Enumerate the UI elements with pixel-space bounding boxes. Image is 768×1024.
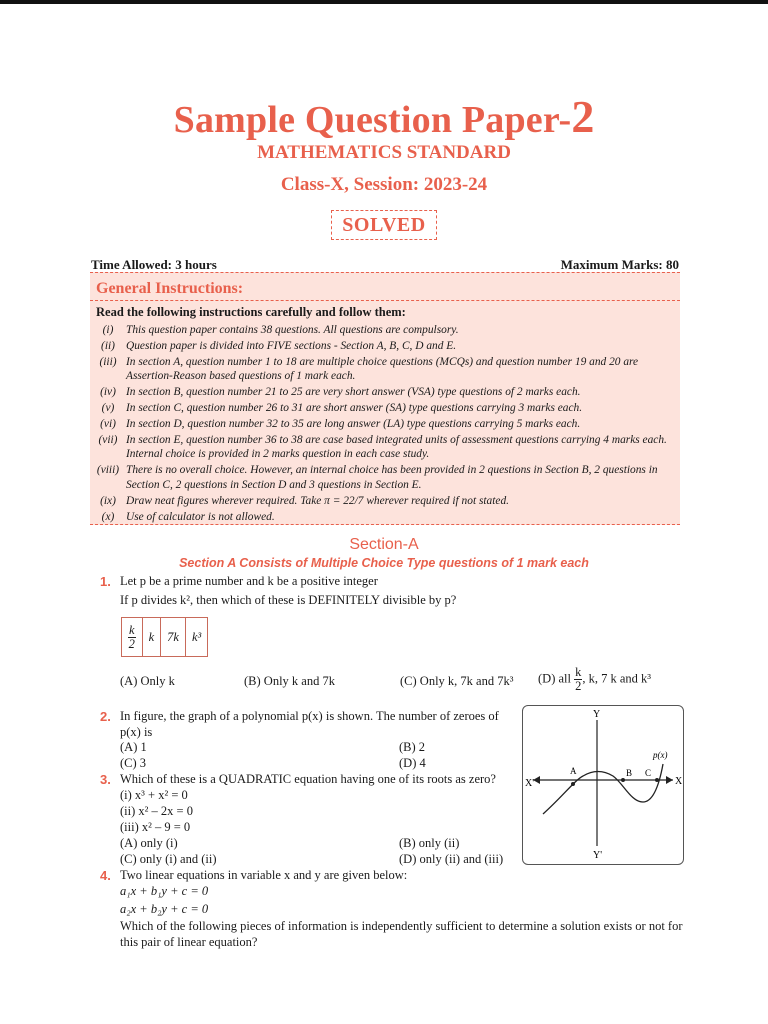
instruction-item: (ii) Question paper is divided into FIVE sections - Section A, B, C, D and E. — [101, 339, 457, 352]
label-y-prime: Y' — [593, 850, 603, 861]
question-number: 2. — [100, 709, 111, 724]
instruction-item: (iv) In section B, question number 21 to 25 are very short answer (VSA) type questions of 2 marks each. — [100, 386, 581, 399]
section-subtitle: Section A Consists of Multiple Choice Type questions of 1 mark each — [179, 556, 589, 570]
fraction: $\frac{k}{2}$ — [128, 622, 135, 651]
q2-option-c: (C) 3 — [120, 756, 147, 770]
subject-heading: MATHEMATICS STANDARD — [257, 142, 511, 163]
class-session: Class-X, Session: 2023-24 — [280, 174, 488, 195]
q4-line1: Two linear equations in variable x and y are given below: — [120, 868, 408, 882]
instruction-item: (viii) There is no overall choice. However, an internal choice has been provided in 2 questions in Section B, 2 questions in Section C, 2 questions in Section D and 3 questions in Section E. — [96, 464, 658, 491]
instructions-lead: Read the following instructions carefully and follow them: — [96, 305, 406, 319]
table-cell: k³ — [185, 618, 207, 657]
exam-meta — [91, 257, 679, 273]
q3-line1: Which of these is a QUADRATIC equation having one of its roots as zero? — [120, 772, 496, 786]
instruction-item: (vi) In section D, question number 32 to 35 are long answer (LA) type questions carrying 5 marks each. — [100, 417, 581, 430]
fraction: $\frac{k}{2}$ — [575, 665, 582, 693]
instruction-item: (vii) In section E, question number 36 to 38 are case based integrated units of assessment questions carrying 4 marks each. Internal choice is provided in 2 marks question in each case study. — [98, 433, 667, 461]
label-x-prime: X' — [525, 778, 535, 789]
time-allowed: Time Allowed: 3 hours — [91, 257, 217, 272]
q3-item-ii: (ii) x² – 2x = 0 — [120, 804, 193, 818]
label-b: B — [626, 768, 633, 778]
table-cell: 7k — [161, 618, 186, 657]
title-main: Sample Question Paper- — [173, 99, 572, 141]
instruction-item: (iii) In section A, question number 1 to 18 are multiple choice questions (MCQs) and question number 19 and 20 are Assertion-Reason based questions of 1 mark each. — [99, 355, 639, 383]
q1-line1: Let p be a prime number and k be a positive integer — [120, 574, 378, 588]
top-border — [0, 0, 768, 4]
q4-equation-1: a₁x + b₁y + c = 0 — [120, 884, 209, 898]
question-number: 1. — [100, 574, 111, 589]
solved-badge: SOLVED — [331, 210, 437, 240]
polynomial-graph — [522, 705, 684, 865]
q1-option-b: (B) Only k and 7k — [244, 674, 335, 688]
label-c: C — [645, 768, 652, 778]
q3-option-c: (C) only (i) and (ii) — [120, 852, 217, 866]
point-b — [621, 778, 625, 782]
x-prime-arrow — [533, 776, 540, 784]
q3-item-iii: (iii) x² – 9 = 0 — [120, 820, 191, 834]
table-cell — [122, 618, 143, 657]
maximum-marks: Maximum Marks: 80 — [560, 257, 679, 272]
q4-line2: Which of the following pieces of information is independently sufficient to determine a solution exists or not for — [120, 919, 683, 933]
q3-option-a: (A) only (i) — [120, 836, 178, 850]
q3-option-d: (D) only (ii) and (iii) — [399, 852, 504, 866]
q4-equation-2: a₂x + b₂y + c = 0 — [120, 902, 209, 916]
page-title — [0, 90, 768, 143]
q4-line3: this pair of linear equation? — [120, 935, 258, 949]
q1-option-c: (C) Only k, 7k and 7k³ — [400, 674, 514, 688]
label-x: X — [675, 776, 683, 787]
q1-option-d: (D) all $\frac{k}{2}$ , k, 7 k and k³ — [538, 665, 652, 693]
instruction-item: (x) Use of calculator is not allowed. — [101, 510, 275, 523]
divider — [90, 300, 680, 301]
general-instructions-box — [90, 272, 680, 525]
q2-option-d: (D) 4 — [399, 756, 426, 770]
point-c — [655, 778, 659, 782]
instructions-heading: General Instructions: — [96, 280, 244, 297]
label-px: p(x) — [653, 750, 668, 760]
instruction-item: (ix) Draw neat figures wherever required. Take π = 22/7 wherever required if not stated. — [100, 494, 510, 507]
label-a: A — [570, 766, 577, 776]
title-number: 2 — [571, 91, 595, 142]
point-a — [571, 782, 575, 786]
q2-line1: In figure, the graph of a polynomial p(x) is shown. The number of zeroes of — [120, 709, 499, 723]
question-number: 4. — [100, 868, 111, 883]
q3-item-i: (i) x³ + x² = 0 — [120, 788, 188, 802]
x-arrow — [666, 776, 673, 784]
q1-options-table — [121, 617, 208, 657]
q1-line2: If p divides k², then which of these is DEFINITELY divisible by p? — [120, 593, 457, 607]
graph-svg — [523, 706, 683, 864]
instruction-item: (i) This question paper contains 38 questions. All questions are compulsory. — [102, 324, 459, 336]
section-title: Section-A — [349, 536, 419, 553]
instruction-item: (v) In section C, question number 26 to 31 are short answer (SA) type questions carrying 3 marks each. — [101, 401, 583, 414]
q3-option-b: (B) only (ii) — [399, 836, 460, 850]
q2-option-b: (B) 2 — [399, 740, 426, 754]
q2-option-a: (A) 1 — [120, 740, 147, 754]
question-number: 3. — [100, 772, 111, 787]
instructions-list — [90, 323, 680, 525]
q1-option-a: (A) Only k — [120, 674, 175, 688]
label-y: Y — [593, 709, 601, 720]
table-cell: k — [142, 618, 161, 657]
q2-line2: p(x) is — [120, 725, 153, 739]
